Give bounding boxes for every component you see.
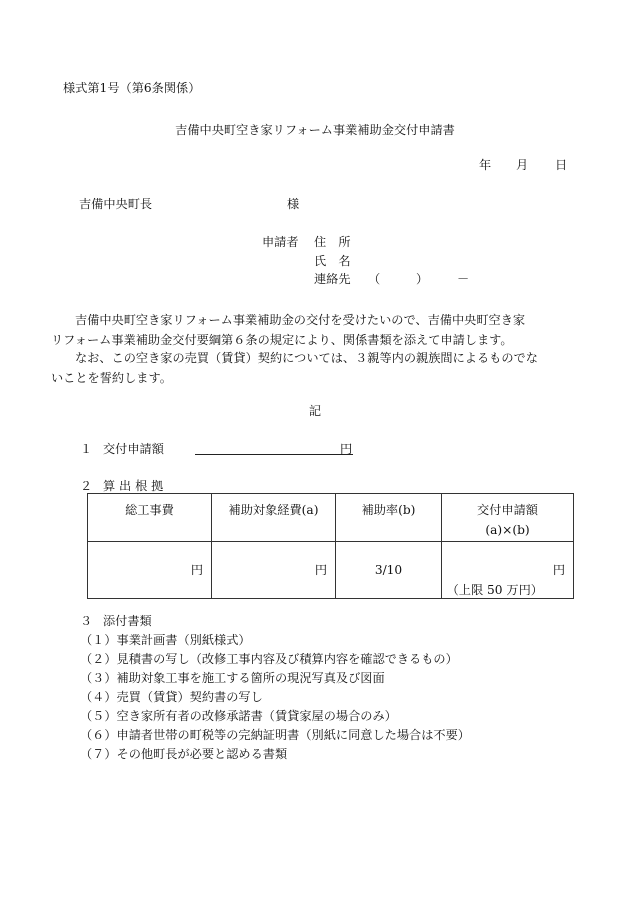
attachment-item-4: （４）売買（賃貸）契約書の写し (80, 690, 263, 704)
contact-label: 連絡先 (314, 272, 351, 286)
section-1-label: 交付申請額 (103, 442, 164, 456)
header-request-amount-label: 交付申請額 (477, 503, 538, 517)
section-2-number: ２ (80, 479, 93, 493)
section-3-number: ３ (80, 614, 93, 628)
name-label: 氏 名 (314, 254, 351, 268)
attachment-item-3: （３）補助対象工事を施工する箇所の現況写真及び図面 (80, 671, 385, 685)
amount-input-line (195, 454, 353, 455)
cell-eligible-cost (212, 542, 336, 599)
section-1-number: １ (80, 442, 93, 456)
attachment-item-7: （７）その他町長が必要と認める書類 (80, 747, 288, 761)
body-paragraph-2-line-2: いことを誓約します。 (51, 371, 172, 385)
header-request-amount (442, 494, 574, 542)
calculation-table (87, 493, 574, 599)
date-year: 年 (479, 158, 492, 172)
attachment-item-2: （２）見積書の写し（改修工事内容及び積算内容を確認できるもの） (80, 652, 458, 666)
cell-total-cost (88, 542, 212, 599)
contact-dash: － (457, 272, 470, 286)
section-3-label: 添付書類 (103, 614, 152, 628)
cell-request-amount-unit: 円 (552, 563, 565, 577)
cell-total-cost-unit: 円 (190, 563, 203, 577)
cell-eligible-cost-unit: 円 (314, 563, 327, 577)
section-1-unit: 円 (340, 442, 353, 456)
body-paragraph-2-line-1: なお、この空き家の売買（賃貸）契約については、３親等内の親族間によるものでな (75, 351, 538, 365)
address-label: 住 所 (314, 235, 351, 249)
ki-heading: 記 (308, 404, 322, 418)
body-paragraph-1-line-1: 吉備中央町空き家リフォーム事業補助金の交付を受けたいので、吉備中央町空き家 (75, 313, 526, 327)
body-paragraph-2 (51, 348, 573, 388)
body-paragraph-1-line-2: リフォーム事業補助金交付要綱第６条の規定により、関係書類を添えて申請します。 (51, 333, 513, 347)
attachment-item-1: （１）事業計画書（別紙様式） (80, 633, 251, 647)
header-total-cost: 総工事費 (88, 494, 212, 542)
contact-paren-open: （ (368, 272, 381, 286)
contact-paren-close: ） (416, 272, 429, 286)
addressee-name: 吉備中央町長 (79, 197, 153, 211)
body-paragraph-1 (51, 310, 573, 350)
table-header-row (88, 494, 574, 542)
header-subsidy-rate: 補助率(b) (336, 494, 442, 542)
section-2-label: 算 出 根 拠 (103, 479, 164, 493)
header-eligible-cost: 補助対象経費(a) (212, 494, 336, 542)
cell-request-amount (442, 542, 574, 599)
document-title: 吉備中央町空き家リフォーム事業補助金交付申請書 (175, 123, 455, 137)
attachment-item-6: （６）申請者世帯の町税等の完納証明書（別紙に同意した場合は不要） (80, 728, 470, 742)
cell-subsidy-rate-value: 3/10 (374, 563, 403, 577)
table-row (88, 542, 574, 599)
form-number: 様式第1号（第6条関係） (63, 81, 201, 95)
header-request-amount-formula: (a)×(b) (485, 523, 530, 537)
date-day: 日 (555, 158, 568, 172)
applicant-label: 申請者 (262, 235, 299, 249)
attachment-item-5: （５）空き家所有者の改修承諾書（賃貸家屋の場合のみ） (80, 709, 397, 723)
cell-request-amount-limit: （上限 50 万円） (446, 583, 543, 597)
addressee-honorific: 様 (287, 197, 300, 211)
cell-subsidy-rate (336, 542, 442, 599)
date-month: 月 (516, 158, 529, 172)
